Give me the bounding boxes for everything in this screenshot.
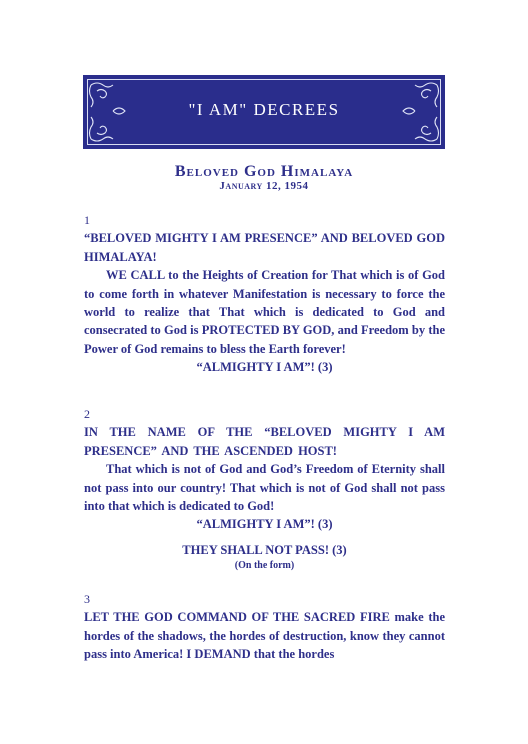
decree-number: 2 (84, 407, 90, 421)
page-date (0, 180, 528, 192)
decree-closing: “ALMIGHTY I AM”! (3) (196, 517, 333, 532)
decree-lead: “BELOVED MIGHTY I AM PRESENCE” AND BELOVED GOD HIMALAYA! (84, 231, 445, 264)
decree-2 (84, 405, 445, 573)
banner-title: "I AM" DECREES (188, 100, 340, 119)
page-title (0, 163, 528, 181)
decree-body: WE CALL to the Heights of Creation for That which is of God to come forth in whatever Manifestation is necessary to force the world to realize that That which is dedicated to God and consecrated to God is PROTECTED BY GOD, and Freedom by the Power of God remains to bless the Earth forever! (84, 268, 445, 356)
decree-1 (84, 211, 445, 377)
decree-closing: “ALMIGHTY I AM”! (3) (196, 360, 333, 375)
page-title-text: Beloved God Himalaya (174, 163, 354, 180)
decree-text: LET THE GOD COMMAND OF THE SACRED FIRE make the hordes of the shadows, the hordes of destruction, know they cannot pass into America! I DEMAND that the hordes (84, 610, 445, 662)
decrees-header-banner (83, 75, 445, 149)
page-date-text: January 12, 1954 (219, 180, 309, 192)
decree-number: 3 (84, 592, 90, 606)
decree-extra: THEY SHALL NOT PASS! (3) (182, 542, 347, 557)
decree-3 (84, 590, 445, 664)
decree-number: 1 (84, 213, 90, 227)
decree-lead: IN THE NAME OF THE “BELOVED MIGHTY I AM PRESENCE” AND THE ASCENDED HOST! (84, 425, 445, 458)
decree-note: (On the form) (234, 560, 295, 572)
decree-body: That which is not of God and God’s Freedom of Eternity shall not pass into our country! That which is not of God shall not pass into that which is dedicated to God! (84, 462, 445, 514)
